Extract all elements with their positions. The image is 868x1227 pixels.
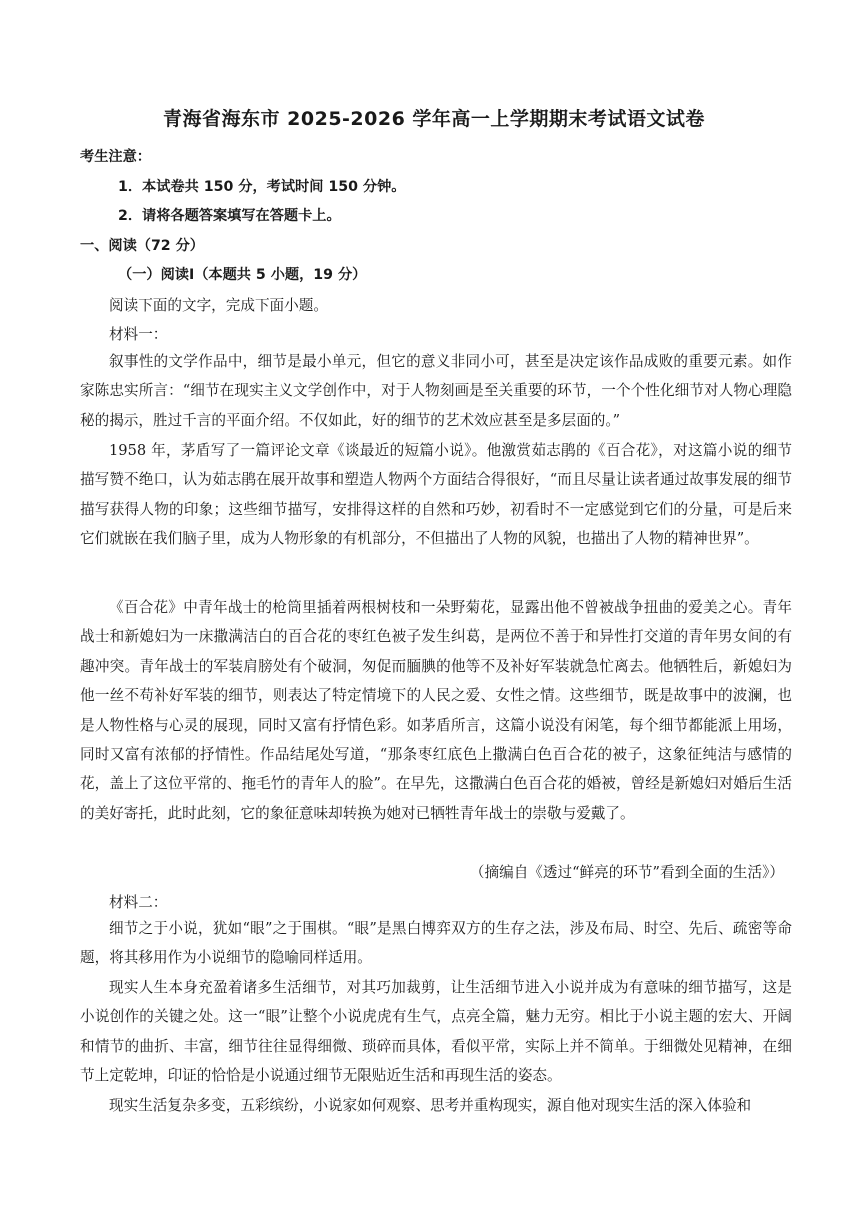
- notice-item: 2．请将各题答案填写在答题卡上。: [118, 208, 341, 224]
- subsection-heading: （一）阅读Ⅰ（本题共 5 小题，19 分）: [118, 267, 367, 283]
- section-heading: 一、阅读（72 分）: [80, 238, 204, 254]
- paragraph: 1958 年，茅盾写了一篇评论文章《谈最近的短篇小说》。他激赏茹志鹃的《百合花》，对这篇小说的细节描写赞不绝口，认为茹志鹃在展开故事和塑造人物两个方面结合得很好，“而且尽量让读者通过故事发展的细节描写获得人物的印象；这些细节描写，安排得这样的自然和巧妙，初看时不一定感觉到它们的分量，可是后来它们就嵌在我们脑子里，成为人物形象的有机部分，不但描出了人物的风貌，也描出了人物的精神世界”。: [80, 442, 792, 548]
- notice-item: 1．本试卷共 150 分，考试时间 150 分钟。: [118, 179, 406, 195]
- paragraph: 现实人生本身充盈着诸多生活细节，对其巧加裁剪，让生活细节进入小说并成为有意味的细节描写，这是小说创作的关键之处。这一“眼”让整个小说虎虎有生气，点亮全篇，魅力无穷。相比于小说主题的宏大、开阔和情节的曲折、丰富，细节往往显得细微、琐碎而具体，看似平常，实际上并不简单。于细微处见精神，在细节上定乾坤，印证的恰恰是小说通过细节无限贴近生活和再现生活的姿态。: [80, 979, 792, 1085]
- source-citation: （摘编自《透过“鲜亮的环节”看到全面的生活》）: [469, 864, 784, 881]
- page-title: 青海省海东市 2025-2026 学年高一上学期期末考试语文试卷: [163, 108, 705, 130]
- paragraph: 叙事性的文学作品中，细节是最小单元，但它的意义非同小可，甚至是决定该作品成败的重要元素。如作家陈忠实所言：“细节在现实主义文学创作中，对于人物刻画是至关重要的环节，一个个性化细节对人物心理隐秘的揭示，胜过千言的平面介绍。不仅如此，好的细节的艺术效应甚至是多层面的。”: [80, 353, 792, 429]
- paragraph: 现实生活复杂多变，五彩缤纷，小说家如何观察、思考并重构现实，源自他对现实生活的深入体验和: [109, 1097, 752, 1114]
- paragraph: 《百合花》中青年战士的枪筒里插着两根树枝和一朵野菊花，显露出他不曾被战争扭曲的爱美之心。青年战士和新媳妇为一床撒满洁白的百合花的枣红色被子发生纠葛，是两位不善于和异性打交道的青年男女间的有趣冲突。青年战士的军装肩膀处有个破洞，匆促而腼腆的他等不及补好军装就急忙离去。他牺牲后，新媳妇为他一丝不苟补好军装的细节，则表达了特定情境下的人民之爱、女性之情。这些细节，既是故事中的波澜，也是人物性格与心灵的展现，同时又富有抒情色彩。如茅盾所言，这篇小说没有闲笔，每个细节都能派上用场，同时又富有浓郁的抒情性。作品结尾处写道，“那条枣红底色上撒满白色百合花的被子，这象征纯洁与感情的花，盖上了这位平常的、拖毛竹的青年人的脸”。在早先，这撒满白色百合花的婚被，曾经是新媳妇对婚后生活的美好寄托，此时此刻，它的象征意味却转换为她对已牺牲青年战士的崇敬与爱戴了。: [80, 599, 792, 822]
- notice-heading: 考生注意：: [80, 149, 151, 165]
- material-label: 材料二：: [109, 894, 168, 911]
- paragraph: 细节之于小说，犹如“眼”之于围棋。“眼”是黑白博弈双方的生存之法，涉及布局、时空、先后、疏密等命题，将其移用作为小说细节的隐喻同样适用。: [80, 920, 792, 967]
- material-label: 材料一：: [109, 326, 168, 343]
- instruction-text: 阅读下面的文字，完成下面小题。: [109, 297, 328, 314]
